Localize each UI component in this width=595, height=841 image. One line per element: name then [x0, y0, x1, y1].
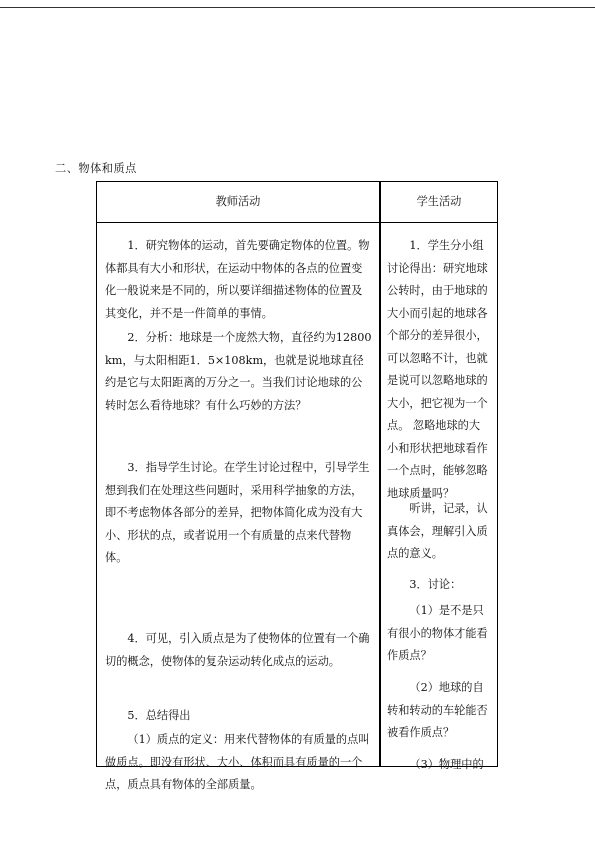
student-item-5: （2）地球的自转和转动的车轮能否被看作质点？ — [387, 681, 488, 739]
header-teacher-activity: 教师活动 — [215, 195, 261, 208]
section-title: 二、物体和质点 — [55, 162, 137, 175]
teacher-item-2: 2．分析：地球是一个庞然大物，直径约为12800km，与太阳相距1．5×108km，也就是说地球直径约是它与太阳距离的万分之一。当我们讨论地球的公转时怎么看待地球？有什么巧妙的方法？ — [105, 331, 372, 412]
teacher-item-5: 5．总结得出 — [127, 709, 191, 722]
student-item-1: 1．学生分小组讨论得出：研究地球公转时，由于地球的大小而引起的地球各个部分的差异很小，可以忽略不计，也就是说可以忽略地球的大小，把它视为一个点。 忽略地球的大小和形状把地球看作一个点时，能够忽略地球质量吗？ — [387, 239, 488, 500]
student-item-6: （3）物理中的 — [409, 758, 484, 771]
page-top-rule — [0, 7, 595, 8]
teacher-item-4: 4．可见，引入质点是为了使物体的位置有一个确切的概念，使物体的复杂运动转化成点的运动。 — [105, 632, 370, 668]
teacher-item-3: 3．指导学生讨论。在学生讨论过程中，引导学生想到我们在处理这些问题时，采用科学抽象的方法，即不考虑物体各部分的差异，把物体简化成为没有大小、形状的点，或者说用一个有质量的点来代替物体。 — [105, 461, 370, 564]
student-item-2: 听讲，记录，认真体会，理解引入质点的意义。 — [387, 502, 488, 560]
header-student-activity: 学生活动 — [416, 195, 462, 208]
student-activity-column — [387, 223, 491, 771]
teacher-item-1: 1．研究物体的运动，首先要确定物体的位置。物体都具有大小和形状，在运动中物体的各点的位置变化一般说来是不同的，所以要详细描述物体的位置及其变化，并不是一件简单的事情。 — [105, 239, 370, 320]
teacher-activity-column — [105, 223, 373, 791]
student-item-4: （1）是不是只有很小的物体才能看作质点？ — [387, 604, 488, 662]
column-divider — [379, 182, 381, 766]
activity-table — [96, 181, 498, 791]
teacher-item-6: （1）质点的定义：用来代替物体的有质量的点叫做质点。即没有形状、大小、体积而具有质量的一个点，质点具有物体的全部质量。 — [105, 733, 370, 791]
student-item-3: 3．讨论： — [409, 578, 462, 591]
